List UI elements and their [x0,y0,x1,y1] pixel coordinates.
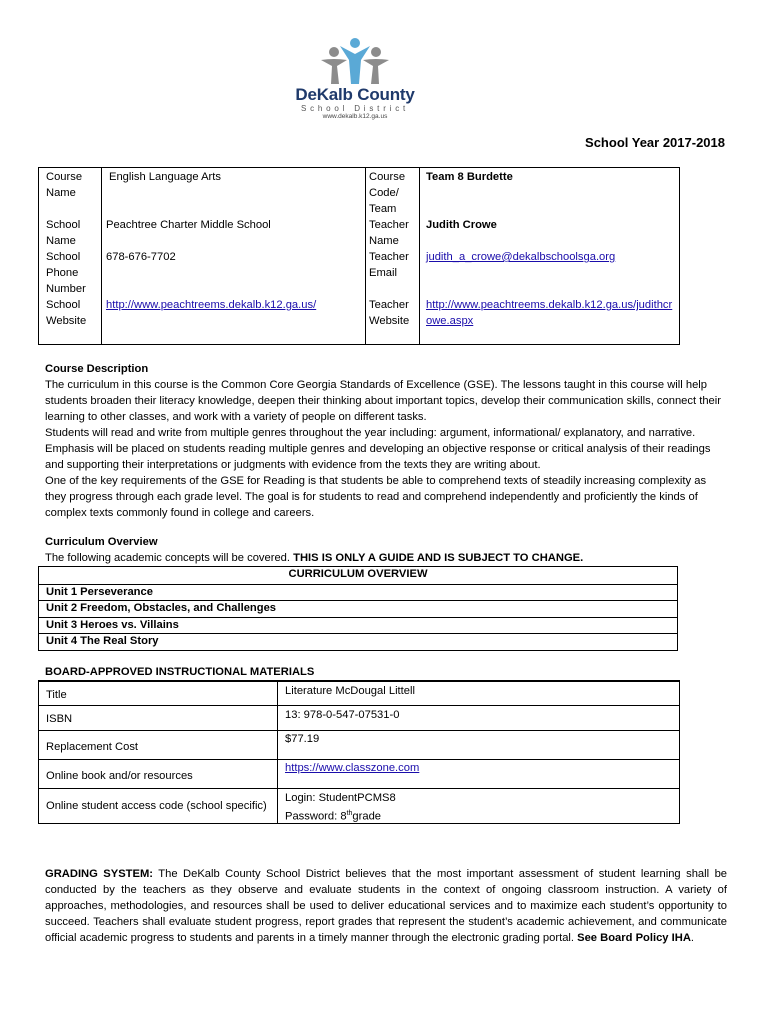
materials-row [39,705,679,730]
curriculum-disclaimer: THIS IS ONLY A GUIDE AND IS SUBJECT TO CHANGE. [293,552,584,564]
curriculum-overview-section [45,534,730,566]
unit-row: Unit 4 The Real Story [39,633,677,650]
course-description-p2: Students will read and write from multiple genres throughout the year including: argument, informational/ explanatory, and narrative. Emphasis will be placed on students reading multiple genres and developing an objective response or critical analysis of their readings and supporting their interpretations or judgments with evidence from the texts they are writing about. [45,427,711,471]
materials-label: Online book and/or resources [46,770,193,782]
materials-row [39,681,679,705]
access-code-value [285,790,396,825]
materials-value: 13: 978-0-547-07531-0 [285,709,400,721]
grading-text: The DeKalb County School District believes that the most important assessment of student learning shall be conducted by the teachers as they observe and evaluate students in the context of ongoing classroom instruction. A variety of approaches, methodologies, and resources shall be used to deliver educational services and to maximize each student’s opportunity to succeed. Teachers shall evaluate student progress, report grades that represent the student’s academic achievement, and communicate official academic progress to students and parents in a timely manner through the electronic grading portal. [45,868,728,944]
school-name-value: Peachtree Charter Middle School [106,219,271,231]
curriculum-table-header: CURRICULUM OVERVIEW [288,568,428,580]
school-year: School Year 2017-2018 [585,135,725,150]
course-description [45,361,730,521]
district-url: www.dekalb.k12.ga.us [322,113,388,120]
teacher-email-link[interactable]: judith_a_crowe@dekalbschoolsga.org [426,251,616,263]
password-value: Password: 8thgrade [285,810,382,823]
course-name-label: Course Name [46,171,83,199]
teacher-email-label: Teacher Email [369,251,409,279]
board-policy-reference: See Board Policy IHA [577,932,691,944]
materials-label: ISBN [46,713,73,725]
course-description-p1: The curriculum in this course is the Common Core Georgia Standards of Excellence (GSE). The lessons taught in this course will help students broaden their literacy knowledge, deepen their thinking about important topics, develop their communication skills, connect their learning to other classes, and work with a variety of people on different tasks. [45,379,721,423]
school-website-link[interactable]: http://www.peachtreems.dekalb.k12.ga.us/ [106,299,317,311]
materials-label: Replacement Cost [46,741,139,753]
materials-heading: BOARD-APPROVED INSTRUCTIONAL MATERIALS [45,666,315,678]
materials-row [39,759,679,788]
school-website-label: School Website [46,299,87,327]
grading-system: GRADING SYSTEM: The DeKalb County School District believes that the most important assessment of student learning shall be conducted by the teachers as they observe and evaluate students in the context of ongoing classroom instruction. A variety of approaches, methodologies, and resources shall be used to deliver educational services and to maximize each student’s opportunity to succeed. Teachers shall evaluate student progress, report grades that represent the student’s academic achievement, and communicate official academic progress to students and parents in a timely manner through the electronic grading portal. See Board Policy IHA. [45,868,728,944]
teacher-website-link[interactable]: http://www.peachtreems.dekalb.k12.ga.us/judithcrowe.aspx [426,299,673,327]
curriculum-overview-intro: The following academic concepts will be covered. THIS IS ONLY A GUIDE AND IS SUBJECT TO CHANGE. [45,552,584,564]
district-name: DeKalb County [295,85,415,104]
unit-row: Unit 1 Perseverance [39,584,677,601]
online-resources-link[interactable]: https://www.classzone.com [285,762,420,774]
materials-label: Online student access code (school specific) [46,800,267,812]
course-description-p3: One of the key requirements of the GSE for Reading is that students be able to comprehend texts of steadily increasing complexity as they progress through each grade level. The goal is for students to read and comprehend independently and proficiently the kinds of complex texts commonly found in college and careers. [45,475,707,519]
materials-value: $77.19 [285,733,320,745]
curriculum-table [38,566,678,651]
course-code-label: Course Code/ Team [369,171,406,215]
district-subtitle: School District [300,104,410,113]
course-description-heading: Course Description [45,363,149,375]
course-code-value: Team 8 Burdette [426,171,513,183]
district-figures-icon [307,38,403,86]
school-phone-value: 678-676-7702 [106,251,176,263]
course-name-value: English Language Arts [109,171,221,183]
materials-row [39,730,679,759]
materials-table [38,680,680,824]
school-phone-label: School Phone Number [46,251,86,295]
district-logo [290,38,420,121]
grading-label: GRADING SYSTEM: [45,868,154,880]
curriculum-overview-heading: Curriculum Overview [45,536,158,548]
unit-row: Unit 3 Heroes vs. Villains [39,617,677,634]
school-name-label: School Name [46,219,81,247]
login-value: Login: StudentPCMS8 [285,792,396,804]
teacher-website-label: Teacher Website [369,299,410,327]
materials-row [39,788,679,823]
materials-value: Literature McDougal Littell [285,685,415,697]
teacher-name-value: Judith Crowe [426,219,497,231]
course-info-table [38,167,680,345]
teacher-name-label: Teacher Name [369,219,409,247]
materials-label: Title [46,689,67,701]
unit-row: Unit 2 Freedom, Obstacles, and Challenges [39,600,677,617]
